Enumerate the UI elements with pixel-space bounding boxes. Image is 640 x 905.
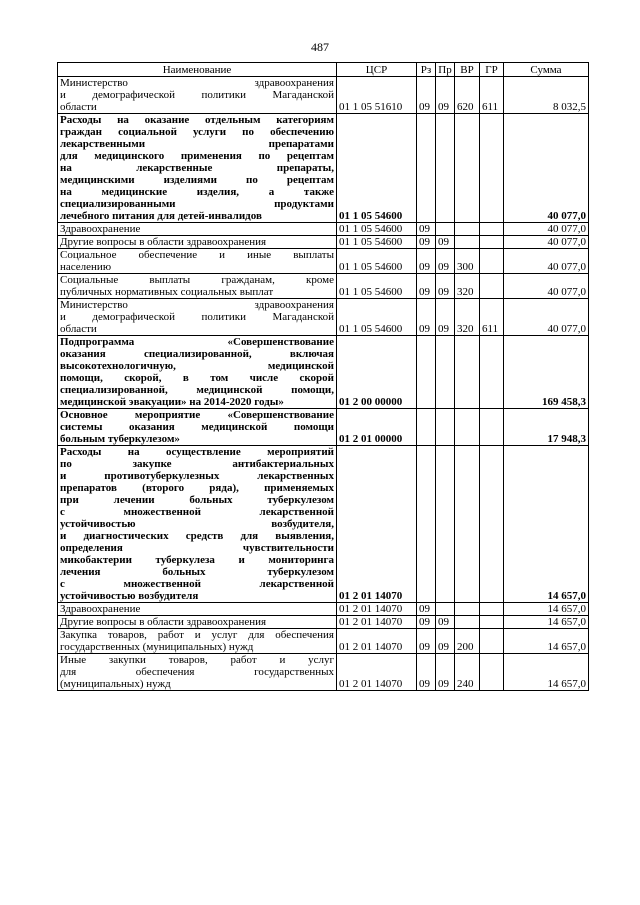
row-rz-cell: 09	[417, 236, 436, 249]
row-name-line: лечебного питания для детей-инвалидов	[60, 210, 262, 222]
row-name-line: Закупка товаров, работ и услуг для обеспечения	[60, 629, 334, 641]
budget-table	[57, 62, 589, 691]
row-name-line: и демографической политики Магаданской	[60, 89, 334, 101]
row-csr-cell: 01 2 01 14070	[337, 616, 417, 629]
row-rz-cell	[417, 409, 436, 446]
row-sum-cell: 40 077,0	[504, 274, 589, 299]
row-vr-cell	[455, 336, 480, 409]
table-row	[58, 409, 589, 446]
row-name-line: Социальное обеспечение и иные выплаты	[60, 249, 334, 261]
column-header-name: Наименование	[58, 63, 337, 77]
row-vr-cell	[455, 409, 480, 446]
row-pr-cell: 09	[436, 299, 455, 336]
table-row	[58, 249, 589, 274]
row-csr-cell: 01 2 00 00000	[337, 336, 417, 409]
row-name-line: лечения больных туберкулезом	[60, 566, 334, 578]
row-rz-cell: 09	[417, 223, 436, 236]
row-gr-cell	[480, 603, 504, 616]
row-rz-cell: 09	[417, 603, 436, 616]
row-name-line: и диагностических средств для выявления,	[60, 530, 334, 542]
column-header-csr: ЦСР	[337, 63, 417, 77]
table-header-row	[58, 63, 589, 77]
row-name-line: области	[60, 323, 97, 335]
table-row	[58, 336, 589, 409]
row-rz-cell: 09	[417, 654, 436, 691]
row-name-line: области	[60, 101, 97, 113]
column-header-pr: Пр	[436, 63, 455, 77]
row-rz-cell: 09	[417, 616, 436, 629]
row-vr-cell: 620	[455, 77, 480, 114]
row-name-line: на лекарственные препараты,	[60, 162, 334, 174]
row-rz-cell: 09	[417, 629, 436, 654]
row-name-cell	[58, 654, 337, 691]
row-name-line: и демографической политики Магаданской	[60, 311, 334, 323]
row-gr-cell	[480, 629, 504, 654]
row-csr-cell: 01 1 05 54600	[337, 299, 417, 336]
row-pr-cell: 09	[436, 236, 455, 249]
row-name-cell	[58, 77, 337, 114]
row-name-line: при лечении больных туберкулезом	[60, 494, 334, 506]
row-gr-cell: 611	[480, 299, 504, 336]
row-sum-cell: 169 458,3	[504, 336, 589, 409]
row-name-line: (муниципальных) нужд	[60, 678, 171, 690]
table-row	[58, 223, 589, 236]
row-rz-cell: 09	[417, 299, 436, 336]
row-name-line: лекарственными препаратами	[60, 138, 334, 150]
row-sum-cell: 14 657,0	[504, 654, 589, 691]
row-name-line: Иные закупки товаров, работ и услуг	[60, 654, 334, 666]
row-vr-cell	[455, 616, 480, 629]
row-name-cell	[58, 629, 337, 654]
row-rz-cell	[417, 446, 436, 603]
row-gr-cell	[480, 114, 504, 223]
row-vr-cell	[455, 114, 480, 223]
row-name-cell	[58, 409, 337, 446]
row-name-line: Здравоохранение	[60, 223, 141, 235]
row-csr-cell: 01 2 01 14070	[337, 629, 417, 654]
row-name-line: публичных нормативных социальных выплат	[60, 286, 274, 298]
row-name-line: государственных (муниципальных) нужд	[60, 641, 254, 653]
row-gr-cell	[480, 654, 504, 691]
table-row	[58, 654, 589, 691]
row-sum-cell: 40 077,0	[504, 236, 589, 249]
row-name-cell	[58, 236, 337, 249]
row-name-cell	[58, 114, 337, 223]
row-csr-cell: 01 1 05 54600	[337, 114, 417, 223]
row-vr-cell: 320	[455, 274, 480, 299]
row-sum-cell: 17 948,3	[504, 409, 589, 446]
row-csr-cell: 01 2 01 14070	[337, 603, 417, 616]
row-pr-cell: 09	[436, 654, 455, 691]
row-pr-cell	[436, 446, 455, 603]
row-sum-cell: 40 077,0	[504, 299, 589, 336]
row-name-cell	[58, 336, 337, 409]
row-name-line: препаратов (второго ряда), применяемых	[60, 482, 334, 494]
row-name-line: специализированной, медицинской помощи,	[60, 384, 334, 396]
table-row	[58, 603, 589, 616]
row-csr-cell: 01 1 05 54600	[337, 249, 417, 274]
row-name-line: Подпрограмма «Совершенствование	[60, 336, 334, 348]
row-sum-cell: 40 077,0	[504, 249, 589, 274]
column-header-sum: Сумма	[504, 63, 589, 77]
row-gr-cell	[480, 249, 504, 274]
row-pr-cell: 09	[436, 274, 455, 299]
row-pr-cell: 09	[436, 77, 455, 114]
table-row	[58, 274, 589, 299]
row-vr-cell: 320	[455, 299, 480, 336]
table-body	[58, 77, 589, 691]
row-sum-cell: 14 657,0	[504, 616, 589, 629]
row-name-line: больным туберкулезом»	[60, 433, 180, 445]
row-sum-cell: 14 657,0	[504, 603, 589, 616]
row-vr-cell	[455, 446, 480, 603]
row-name-line: высокотехнологичную, медицинской	[60, 360, 334, 372]
row-name-cell	[58, 249, 337, 274]
row-pr-cell	[436, 409, 455, 446]
row-name-line: Министерство здравоохранения	[60, 299, 334, 311]
row-csr-cell: 01 1 05 54600	[337, 274, 417, 299]
row-name-line: специализированными продуктами	[60, 198, 334, 210]
row-name-line: для медицинского применения по рецептам	[60, 150, 334, 162]
column-header-rz: Рз	[417, 63, 436, 77]
row-name-line: Расходы на оказание отдельным категориям	[60, 114, 334, 126]
row-vr-cell	[455, 603, 480, 616]
row-name-line: с множественной лекарственной	[60, 578, 334, 590]
row-csr-cell: 01 2 01 00000	[337, 409, 417, 446]
row-name-line: микобактерии туберкулеза и мониторинга	[60, 554, 334, 566]
row-gr-cell	[480, 223, 504, 236]
row-name-cell	[58, 274, 337, 299]
row-csr-cell: 01 2 01 14070	[337, 654, 417, 691]
row-gr-cell	[480, 409, 504, 446]
row-name-line: по закупке антибактериальных	[60, 458, 334, 470]
row-name-line: Основное мероприятие «Совершенствование	[60, 409, 334, 421]
row-name-line: системы оказания медицинской помощи	[60, 421, 334, 433]
row-vr-cell: 300	[455, 249, 480, 274]
row-rz-cell: 09	[417, 249, 436, 274]
row-pr-cell	[436, 336, 455, 409]
row-name-line: оказания специализированной, включая	[60, 348, 334, 360]
row-csr-cell: 01 1 05 54600	[337, 223, 417, 236]
row-name-line: медицинскими изделиями по рецептам	[60, 174, 334, 186]
row-csr-cell: 01 2 01 14070	[337, 446, 417, 603]
row-name-line: Расходы на осуществление мероприятий	[60, 446, 334, 458]
row-gr-cell	[480, 616, 504, 629]
row-vr-cell	[455, 236, 480, 249]
row-rz-cell	[417, 114, 436, 223]
row-name-line: Другие вопросы в области здравоохранения	[60, 236, 267, 248]
row-name-line: Министерство здравоохранения	[60, 77, 334, 89]
row-name-line: устойчивостью возбудителя,	[60, 518, 334, 530]
row-sum-cell: 40 077,0	[504, 114, 589, 223]
page-number: 487	[311, 40, 329, 54]
row-gr-cell	[480, 446, 504, 603]
row-name-line: Социальные выплаты гражданам, кроме	[60, 274, 334, 286]
row-rz-cell	[417, 336, 436, 409]
row-csr-cell: 01 1 05 51610	[337, 77, 417, 114]
row-name-cell	[58, 299, 337, 336]
row-name-line: определения чувствительности	[60, 542, 334, 554]
row-pr-cell	[436, 114, 455, 223]
column-header-gr: ГР	[480, 63, 504, 77]
row-name-cell	[58, 446, 337, 603]
row-name-line: на медицинские изделия, а также	[60, 186, 334, 198]
row-gr-cell	[480, 236, 504, 249]
row-pr-cell: 09	[436, 629, 455, 654]
row-name-line: медицинской эвакуации» на 2014-2020 годы»	[60, 396, 284, 408]
row-name-line: с множественной лекарственной	[60, 506, 334, 518]
row-name-line: населению	[60, 261, 112, 273]
row-name-line: Другие вопросы в области здравоохранения	[60, 616, 267, 628]
row-gr-cell: 611	[480, 77, 504, 114]
row-rz-cell: 09	[417, 274, 436, 299]
table-row	[58, 616, 589, 629]
row-name-line: и противотуберкулезных лекарственных	[60, 470, 334, 482]
row-vr-cell	[455, 223, 480, 236]
column-header-vr: ВР	[455, 63, 480, 77]
table-row	[58, 446, 589, 603]
row-gr-cell	[480, 274, 504, 299]
row-sum-cell: 8 032,5	[504, 77, 589, 114]
row-vr-cell: 200	[455, 629, 480, 654]
row-pr-cell	[436, 223, 455, 236]
row-pr-cell: 09	[436, 249, 455, 274]
table-row	[58, 236, 589, 249]
row-name-cell	[58, 223, 337, 236]
table-row	[58, 629, 589, 654]
row-vr-cell: 240	[455, 654, 480, 691]
row-name-cell	[58, 603, 337, 616]
row-name-cell	[58, 616, 337, 629]
table-row	[58, 114, 589, 223]
row-sum-cell: 40 077,0	[504, 223, 589, 236]
table-row	[58, 77, 589, 114]
table-row	[58, 299, 589, 336]
row-name-line: Здравоохранение	[60, 603, 141, 615]
row-sum-cell: 14 657,0	[504, 629, 589, 654]
row-sum-cell: 14 657,0	[504, 446, 589, 603]
row-pr-cell: 09	[436, 616, 455, 629]
row-name-line: для обеспечения государственных	[60, 666, 334, 678]
row-name-line: устойчивостью возбудителя	[60, 590, 199, 602]
row-pr-cell	[436, 603, 455, 616]
row-name-line: помощи, скорой, в том числе скорой	[60, 372, 334, 384]
row-csr-cell: 01 1 05 54600	[337, 236, 417, 249]
row-gr-cell	[480, 336, 504, 409]
row-rz-cell: 09	[417, 77, 436, 114]
row-name-line: граждан социальной услуги по обеспечению	[60, 126, 334, 138]
